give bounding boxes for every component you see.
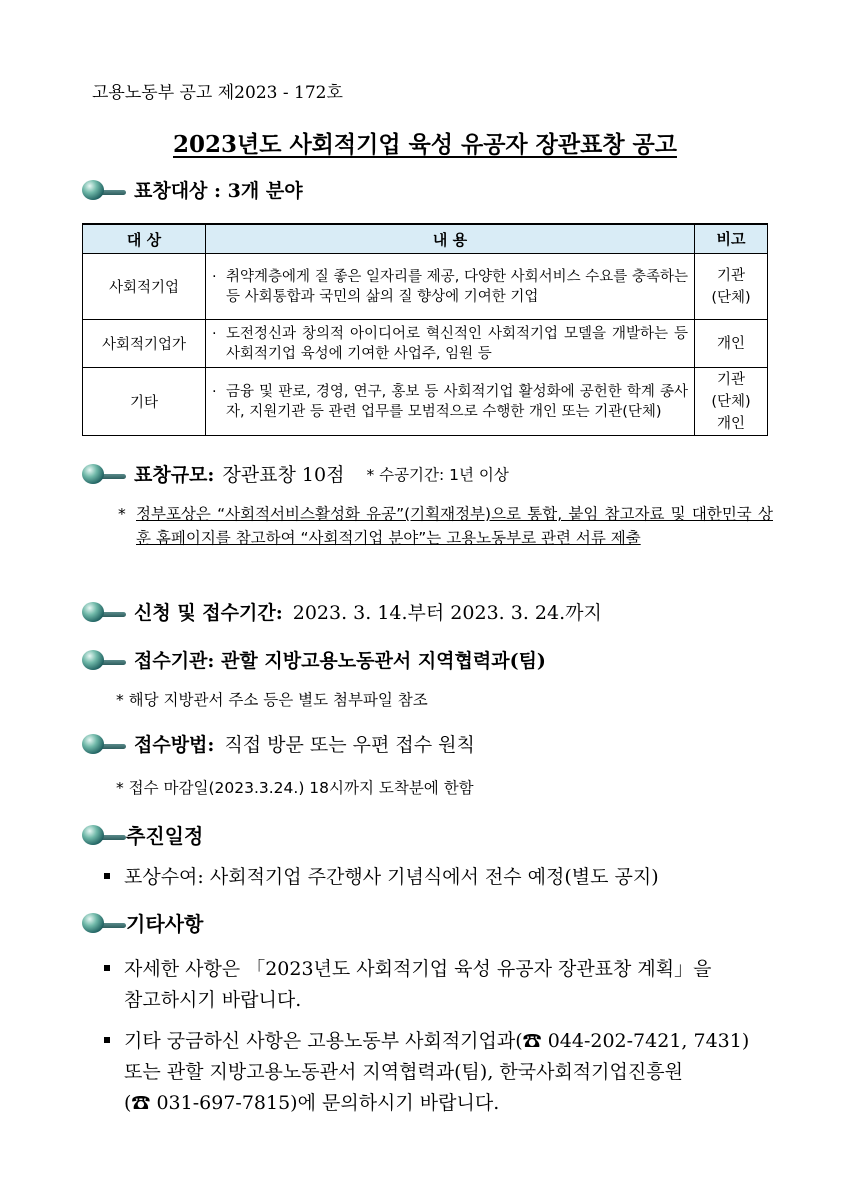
row-content: · 금융 및 판로, 경영, 연구, 홍보 등 사회적기업 활성화에 공헌한 학계 종사자, 지원기관 등 관련 업무를 모범적으로 수행한 개인 또는 기관(단체) [206,368,695,436]
row-note: 기관 (단체) 개인 [695,368,768,436]
header-content: 내 용 [206,224,695,254]
section-schedule [82,820,203,849]
section-period [82,598,602,625]
etc-item: 자세한 사항은 「2023년도 사회적기업 육성 유공자 장관표창 계획」을 참고하시기 바랍니다. [104,954,711,1016]
section-method-value: 직접 방문 또는 우편 접수 원칙 [224,734,475,756]
section-scale-note: * 수공기간: 1년 이상 [366,465,509,484]
target-table [82,223,768,436]
table-header-row [83,224,768,254]
header-note: 비고 [695,224,768,254]
schedule-item: 포상수여: 사회적기업 주간행사 기념식에서 전수 예정(별도 공지) [104,862,659,893]
page-title: 2023년도 사회적기업 육성 유공자 장관표창 공고 [173,131,677,158]
section-etc [82,908,203,937]
square-bullet-icon [104,873,110,879]
section-method-label: 접수방법: [134,734,215,756]
table-row [83,320,768,368]
etc-item: 기타 궁금하신 사항은 고용노동부 사회적기업과(☎ 044-202-7421, 7431) 또는 관할 지방고용노동관서 지역협력과(팀), 한국사회적기업진흥원 (☎ 031-697-7815)에 문의하시기 바랍니다. [104,1026,749,1119]
sphere-bullet-icon [82,601,126,623]
sphere-bullet-icon [82,463,126,485]
section-method [82,730,475,757]
square-bullet-icon [104,1037,110,1043]
section-scale-value: 장관표창 10점 [222,464,345,486]
table-row [83,368,768,436]
section-agency [82,646,546,673]
table-row [83,254,768,320]
section-target-label: 표창대상 : 3개 분야 [134,180,303,202]
section-scale-label: 표창규모: [134,464,215,486]
sphere-bullet-icon [82,824,126,846]
section-schedule-label: 추진일정 [126,824,204,848]
section-period-value: 2023. 3. 14.부터 2023. 3. 24.까지 [292,602,602,624]
row-content: · 도전정신과 창의적 아이디어로 혁신적인 사회적기업 모델을 개발하는 등 사회적기업 육성에 기여한 사업주, 임원 등 [206,320,695,368]
sphere-bullet-icon [82,649,126,671]
section-scale [82,460,509,487]
sphere-bullet-icon [82,179,126,201]
row-note: 기관 (단체) [695,254,768,320]
row-content: · 취약계층에게 질 좋은 일자리를 제공, 다양한 사회서비스 수요를 충족하는 등 사회통합과 국민의 삶의 질 향상에 기여한 기업 [206,254,695,320]
row-category: 사회적기업가 [83,320,206,368]
section-target [82,176,303,203]
header-category: 대 상 [83,224,206,254]
method-note: * 접수 마감일(2023.3.24.) 18시까지 도착분에 한함 [116,779,474,797]
row-category: 사회적기업 [83,254,206,320]
square-bullet-icon [104,965,110,971]
row-category: 기타 [83,368,206,436]
section-period-label: 신청 및 접수기간: [134,602,283,624]
agency-note: * 해당 지방관서 주소 등은 별도 첨부파일 참조 [116,691,428,709]
scale-footnote: * 정부포상은 “사회적서비스활성화 유공”(기획재정부)으로 통합, 붙임 참고자료 및 대한민국 상훈 홈페이지를 참고하여 “사회적기업 분야”는 고용노동부로 관련 서류 제출 [118,505,773,547]
section-etc-label: 기타사항 [126,912,204,936]
notice-number: 고용노동부 공고 제2023 - 172호 [92,83,343,103]
section-agency-label: 접수기관: 관할 지방고용노동관서 지역협력과(팀) [134,650,546,672]
sphere-bullet-icon [82,912,126,934]
sphere-bullet-icon [82,733,126,755]
row-note: 개인 [695,320,768,368]
